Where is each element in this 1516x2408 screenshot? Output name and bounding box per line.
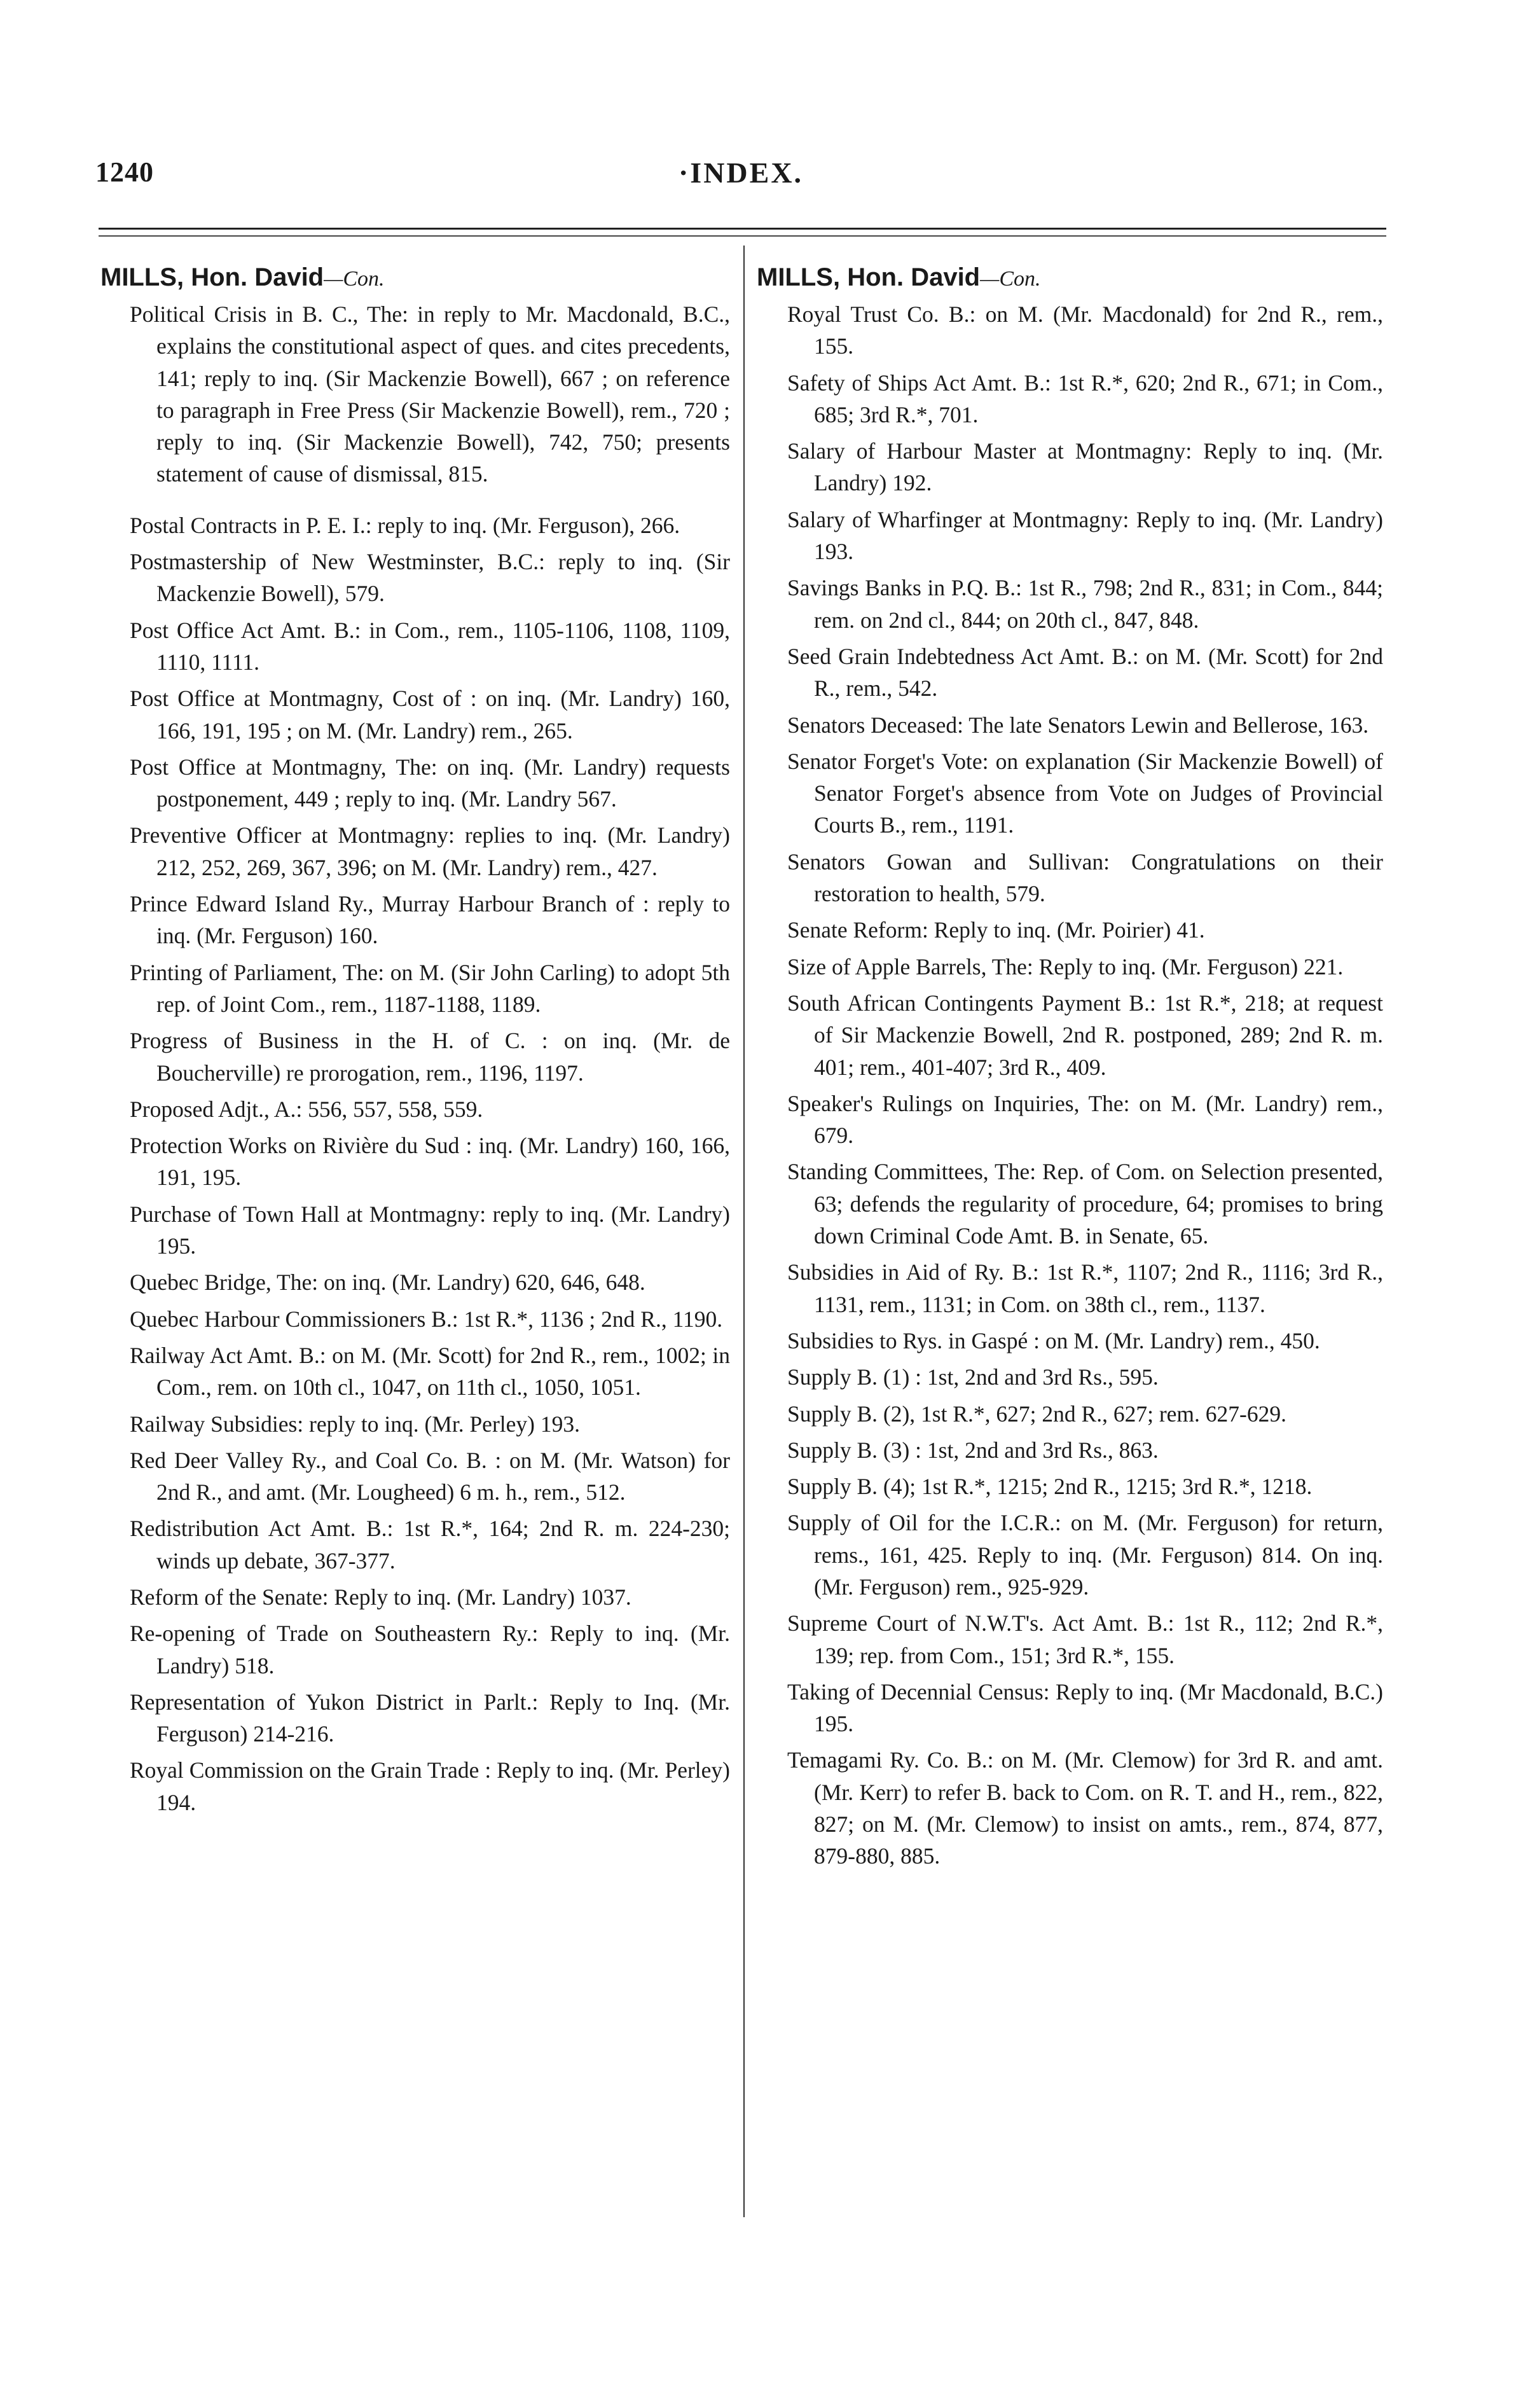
right-column-heading xyxy=(757,261,1383,296)
index-entry: South African Contingents Payment B.: 1st R.*, 218; at request of Sir Mackenzie Bowell, 2nd R. postponed, 289; 2nd R. m. 401; rem., 401-407; 3rd R., 409. xyxy=(787,990,1383,1080)
index-entry: Red Deer Valley Ry., and Coal Co. B. : on M. (Mr. Watson) for 2nd R., and amt. (Mr. Lougheed) 6 m. h., rem., 512. xyxy=(130,1447,730,1505)
index-entry: Subsidies to Rys. in Gaspé : on M. (Mr. Landry) rem., 450. xyxy=(787,1327,1320,1353)
index-entry: Senators Deceased: The late Senators Lewin and Bellerose, 163. xyxy=(787,712,1369,738)
heading-continued: —Con. xyxy=(324,267,385,291)
index-entry: Railway Subsidies: reply to inq. (Mr. Perley) 193. xyxy=(130,1411,580,1437)
index-entry: Royal Commission on the Grain Trade : Reply to inq. (Mr. Perley) 194. xyxy=(130,1757,730,1815)
index-entry: Senator Forget's Vote: on explanation (Sir Mackenzie Bowell) of Senator Forget's absence from Vote on Judges of Provincial Courts B., rem., 1191. xyxy=(787,748,1383,838)
index-entry: Post Office at Montmagny, Cost of : on inq. (Mr. Landry) 160, 166, 191, 195 ; on M. (Mr. Landry) rem., 265. xyxy=(130,686,730,744)
index-entry: Reform of the Senate: Reply to inq. (Mr. Landry) 1037. xyxy=(130,1584,631,1610)
index-entry: Supply B. (3) : 1st, 2nd and 3rd Rs., 863. xyxy=(787,1437,1159,1463)
index-entry: Postmastership of New Westminster, B.C.: reply to inq. (Sir Mackenzie Bowell), 579. xyxy=(130,549,730,607)
index-entry: Redistribution Act Amt. B.: 1st R.*, 164; 2nd R. m. 224-230; winds up debate, 367-377. xyxy=(130,1516,730,1574)
page-header xyxy=(95,156,1386,200)
index-entry: Postal Contracts in P. E. I.: reply to inq. (Mr. Ferguson), 266. xyxy=(130,512,680,538)
left-column xyxy=(100,261,730,1823)
index-entry: Progress of Business in the H. of C. : on inq. (Mr. de Boucherville) re prorogation, rem., 1196, 1197. xyxy=(130,1028,730,1086)
index-entry: Quebec Harbour Commissioners B.: 1st R.*, 1136 ; 2nd R., 1190. xyxy=(130,1306,723,1332)
index-entry: Safety of Ships Act Amt. B.: 1st R.*, 620; 2nd R., 671; in Com., 685; 3rd R.*, 701. xyxy=(787,370,1383,427)
index-entry: Supply of Oil for the I.C.R.: on M. (Mr. Ferguson) for return, rems., 161, 425. Reply to inq. (Mr. Ferguson) 814. On inq. (Mr. Ferguson) rem., 925-929. xyxy=(787,1510,1383,1600)
index-entry: Protection Works on Rivière du Sud : inq. (Mr. Landry) 160, 166, 191, 195. xyxy=(130,1133,730,1191)
index-entry: Post Office Act Amt. B.: in Com., rem., 1105-1106, 1108, 1109, 1110, 1111. xyxy=(130,617,730,675)
index-entry: Size of Apple Barrels, The: Reply to inq. (Mr. Ferguson) 221. xyxy=(787,953,1344,979)
index-entry: Railway Act Amt. B.: on M. (Mr. Scott) for 2nd R., rem., 1002; in Com., rem. on 10th cl., 1047, on 11th cl., 1050, 1051. xyxy=(130,1342,730,1401)
index-entry: Senators Gowan and Sullivan: Congratulations on their restoration to health, 579. xyxy=(787,848,1383,907)
index-entry: Printing of Parliament, The: on M. (Sir John Carling) to adopt 5th rep. of Joint Com., rem., 1187-1188, 1189. xyxy=(130,959,730,1017)
index-entry: Royal Trust Co. B.: on M. (Mr. Macdonald) for 2nd R., rem., 155. xyxy=(787,301,1383,359)
index-entry: Representation of Yukon District in Parlt.: Reply to Inq. (Mr. Ferguson) 214-216. xyxy=(130,1689,730,1747)
index-entry: Salary of Wharfinger at Montmagny: Reply to inq. (Mr. Landry) 193. xyxy=(787,506,1383,565)
index-entry: Speaker's Rulings on Inquiries, The: on M. (Mr. Landry) rem., 679. xyxy=(787,1090,1383,1149)
index-entry: Supreme Court of N.W.T's. Act Amt. B.: 1st R., 112; 2nd R.*, 139; rep. from Com., 151; 3rd R.*, 155. xyxy=(787,1610,1383,1668)
index-entry: Prince Edward Island Ry., Murray Harbour Branch of : reply to inq. (Mr. Ferguson) 160. xyxy=(130,891,730,949)
left-column-heading xyxy=(100,261,730,296)
header-rule-top xyxy=(99,228,1386,230)
index-entry: Re-opening of Trade on Southeastern Ry.: Reply to inq. (Mr. Landry) 518. xyxy=(130,1621,730,1678)
column-divider xyxy=(743,246,745,2217)
page-number: 1240 xyxy=(95,156,154,188)
index-entry: Post Office at Montmagny, The: on inq. (Mr. Landry) requests postponement, 449 ; reply to inq. (Mr. Landry 567. xyxy=(130,754,730,812)
index-entry: Senate Reform: Reply to inq. (Mr. Poirier) 41. xyxy=(787,917,1205,943)
index-entry: Taking of Decennial Census: Reply to inq. (Mr Macdonald, B.C.) 195. xyxy=(787,1678,1383,1737)
index-entry: Supply B. (2), 1st R.*, 627; 2nd R., 627; rem. 627-629. xyxy=(787,1401,1286,1427)
index-entry: Subsidies in Aid of Ry. B.: 1st R.*, 1107; 2nd R., 1116; 3rd R., 1131, rem., 1131; in Com. on 38th cl., rem., 1137. xyxy=(787,1259,1383,1317)
index-entry: Savings Banks in P.Q. B.: 1st R., 798; 2nd R., 831; in Com., 844; rem. on 2nd cl., 844; on 20th cl., 847, 848. xyxy=(787,575,1383,633)
index-entry: Purchase of Town Hall at Montmagny: reply to inq. (Mr. Landry) 195. xyxy=(130,1201,730,1259)
heading-name: MILLS, Hon. David xyxy=(757,263,981,291)
index-entry: Proposed Adjt., A.: 556, 557, 558, 559. xyxy=(130,1096,483,1122)
index-entry: Supply B. (1) : 1st, 2nd and 3rd Rs., 595. xyxy=(787,1364,1159,1390)
right-column xyxy=(757,261,1383,1877)
index-entry: Quebec Bridge, The: on inq. (Mr. Landry) 620, 646, 648. xyxy=(130,1270,645,1296)
index-entry: Salary of Harbour Master at Montmagny: Reply to inq. (Mr. Landry) 192. xyxy=(787,438,1383,496)
running-title: ·INDEX. xyxy=(678,156,804,189)
heading-name: MILLS, Hon. David xyxy=(100,263,324,291)
index-entry: Seed Grain Indebtedness Act Amt. B.: on M. (Mr. Scott) for 2nd R., rem., 542. xyxy=(787,643,1383,702)
header-rule-bottom xyxy=(99,235,1386,237)
index-entry: Political Crisis in B. C., The: in reply to Mr. Macdonald, B.C., explains the constitutional aspect of ques. and cites precedents, 141; reply to inq. (Sir Mackenzie Bowell), 667 ; on reference to paragraph in Free Press (Sir Mackenzie Bowell), rem., 720 ; reply to inq. (Sir Mackenzie Bowell), 742, 750; presents statement of cause of dismissal, 815. xyxy=(130,301,730,487)
index-entry: Temagami Ry. Co. B.: on M. (Mr. Clemow) for 3rd R. and amt. (Mr. Kerr) to refer B. back to Com. on R. T. and H., rem., 822, 827; on M. (Mr. Clemow) to insist on amts., rem., 874, 877, 879-880, 885. xyxy=(787,1747,1383,1869)
index-entry: Standing Committees, The: Rep. of Com. on Selection presented, 63; defends the regularity of procedure, 64; promises to bring down Criminal Code Amt. B. in Senate, 65. xyxy=(787,1159,1383,1249)
heading-continued: —Con. xyxy=(980,267,1041,291)
index-entry: Preventive Officer at Montmagny: replies to inq. (Mr. Landry) 212, 252, 269, 367, 396; on M. (Mr. Landry) rem., 427. xyxy=(130,822,730,880)
index-entry: Supply B. (4); 1st R.*, 1215; 2nd R., 1215; 3rd R.*, 1218. xyxy=(787,1474,1313,1500)
